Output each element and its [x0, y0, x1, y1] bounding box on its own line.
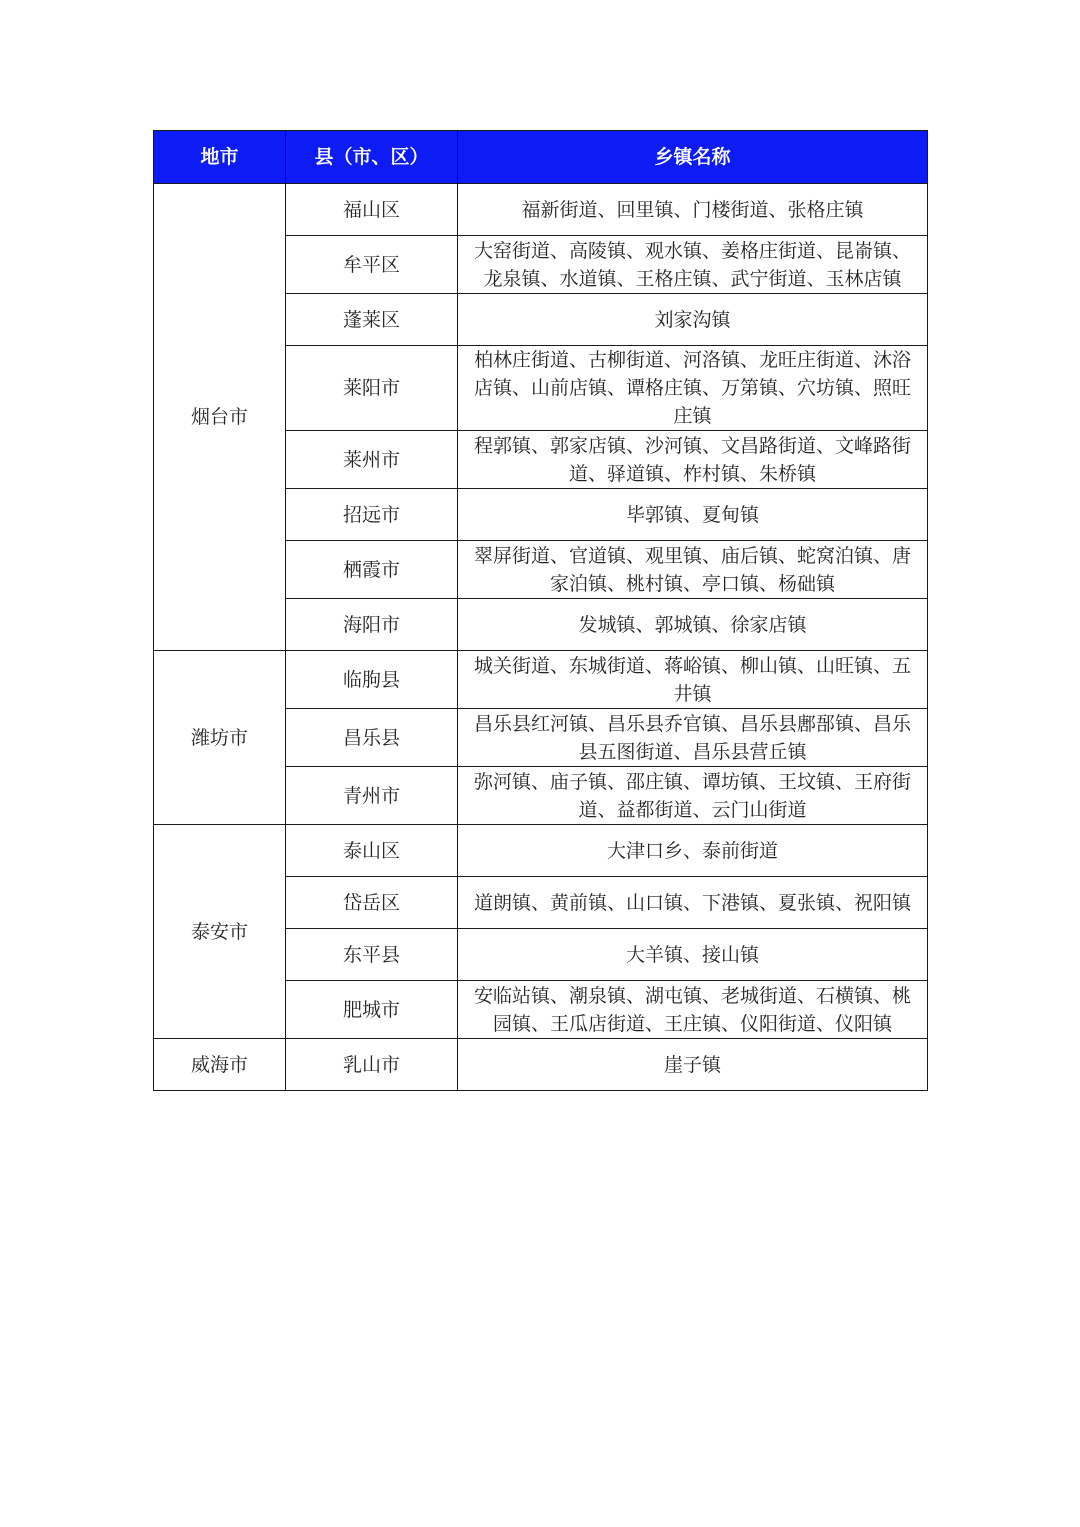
- towns-cell: 柏林庄街道、古柳街道、河洛镇、龙旺庄街道、沐浴店镇、山前店镇、谭格庄镇、万第镇、穴坊镇、照旺庄镇: [458, 346, 928, 431]
- towns-cell: 毕郭镇、夏甸镇: [458, 489, 928, 541]
- city-cell: 威海市: [154, 1039, 286, 1091]
- county-cell: 青州市: [286, 767, 458, 825]
- county-cell: 肥城市: [286, 981, 458, 1039]
- county-cell: 招远市: [286, 489, 458, 541]
- towns-cell: 崖子镇: [458, 1039, 928, 1091]
- towns-cell: 大窑街道、高陵镇、观水镇、姜格庄街道、昆嵛镇、龙泉镇、水道镇、王格庄镇、武宁街道、玉林店镇: [458, 236, 928, 294]
- city-cell: 烟台市: [154, 184, 286, 651]
- table-row: [154, 651, 928, 709]
- county-cell: 莱州市: [286, 431, 458, 489]
- towns-cell: 福新街道、回里镇、门楼街道、张格庄镇: [458, 184, 928, 236]
- towns-cell: 发城镇、郭城镇、徐家店镇: [458, 599, 928, 651]
- county-cell: 福山区: [286, 184, 458, 236]
- county-cell: 乳山市: [286, 1039, 458, 1091]
- county-cell: 栖霞市: [286, 541, 458, 599]
- city-cell: 潍坊市: [154, 651, 286, 825]
- county-cell: 临朐县: [286, 651, 458, 709]
- county-cell: 牟平区: [286, 236, 458, 294]
- table-row: [154, 1039, 928, 1091]
- towns-cell: 昌乐县红河镇、昌乐县乔官镇、昌乐县鄌郚镇、昌乐县五图街道、昌乐县营丘镇: [458, 709, 928, 767]
- towns-cell: 翠屏街道、官道镇、观里镇、庙后镇、蛇窝泊镇、唐家泊镇、桃村镇、亭口镇、杨础镇: [458, 541, 928, 599]
- table-row: [154, 184, 928, 236]
- towns-cell: 弥河镇、庙子镇、邵庄镇、谭坊镇、王坟镇、王府街道、益都街道、云门山街道: [458, 767, 928, 825]
- city-cell: 泰安市: [154, 825, 286, 1039]
- county-cell: 蓬莱区: [286, 294, 458, 346]
- town-table: [153, 130, 928, 1091]
- county-cell: 莱阳市: [286, 346, 458, 431]
- towns-cell: 大津口乡、泰前街道: [458, 825, 928, 877]
- towns-cell: 程郭镇、郭家店镇、沙河镇、文昌路街道、文峰路街道、驿道镇、柞村镇、朱桥镇: [458, 431, 928, 489]
- towns-cell: 安临站镇、潮泉镇、湖屯镇、老城街道、石横镇、桃园镇、王瓜店街道、王庄镇、仪阳街道、仪阳镇: [458, 981, 928, 1039]
- towns-cell: 道朗镇、黄前镇、山口镇、下港镇、夏张镇、祝阳镇: [458, 877, 928, 929]
- county-cell: 昌乐县: [286, 709, 458, 767]
- header-city: 地市: [154, 131, 286, 184]
- county-cell: 东平县: [286, 929, 458, 981]
- towns-cell: 刘家沟镇: [458, 294, 928, 346]
- header-county: 县（市、区）: [286, 131, 458, 184]
- header-row: [154, 131, 928, 184]
- towns-cell: 城关街道、东城街道、蒋峪镇、柳山镇、山旺镇、五井镇: [458, 651, 928, 709]
- towns-cell: 大羊镇、接山镇: [458, 929, 928, 981]
- county-cell: 岱岳区: [286, 877, 458, 929]
- table-row: [154, 825, 928, 877]
- county-cell: 泰山区: [286, 825, 458, 877]
- header-towns: 乡镇名称: [458, 131, 928, 184]
- county-cell: 海阳市: [286, 599, 458, 651]
